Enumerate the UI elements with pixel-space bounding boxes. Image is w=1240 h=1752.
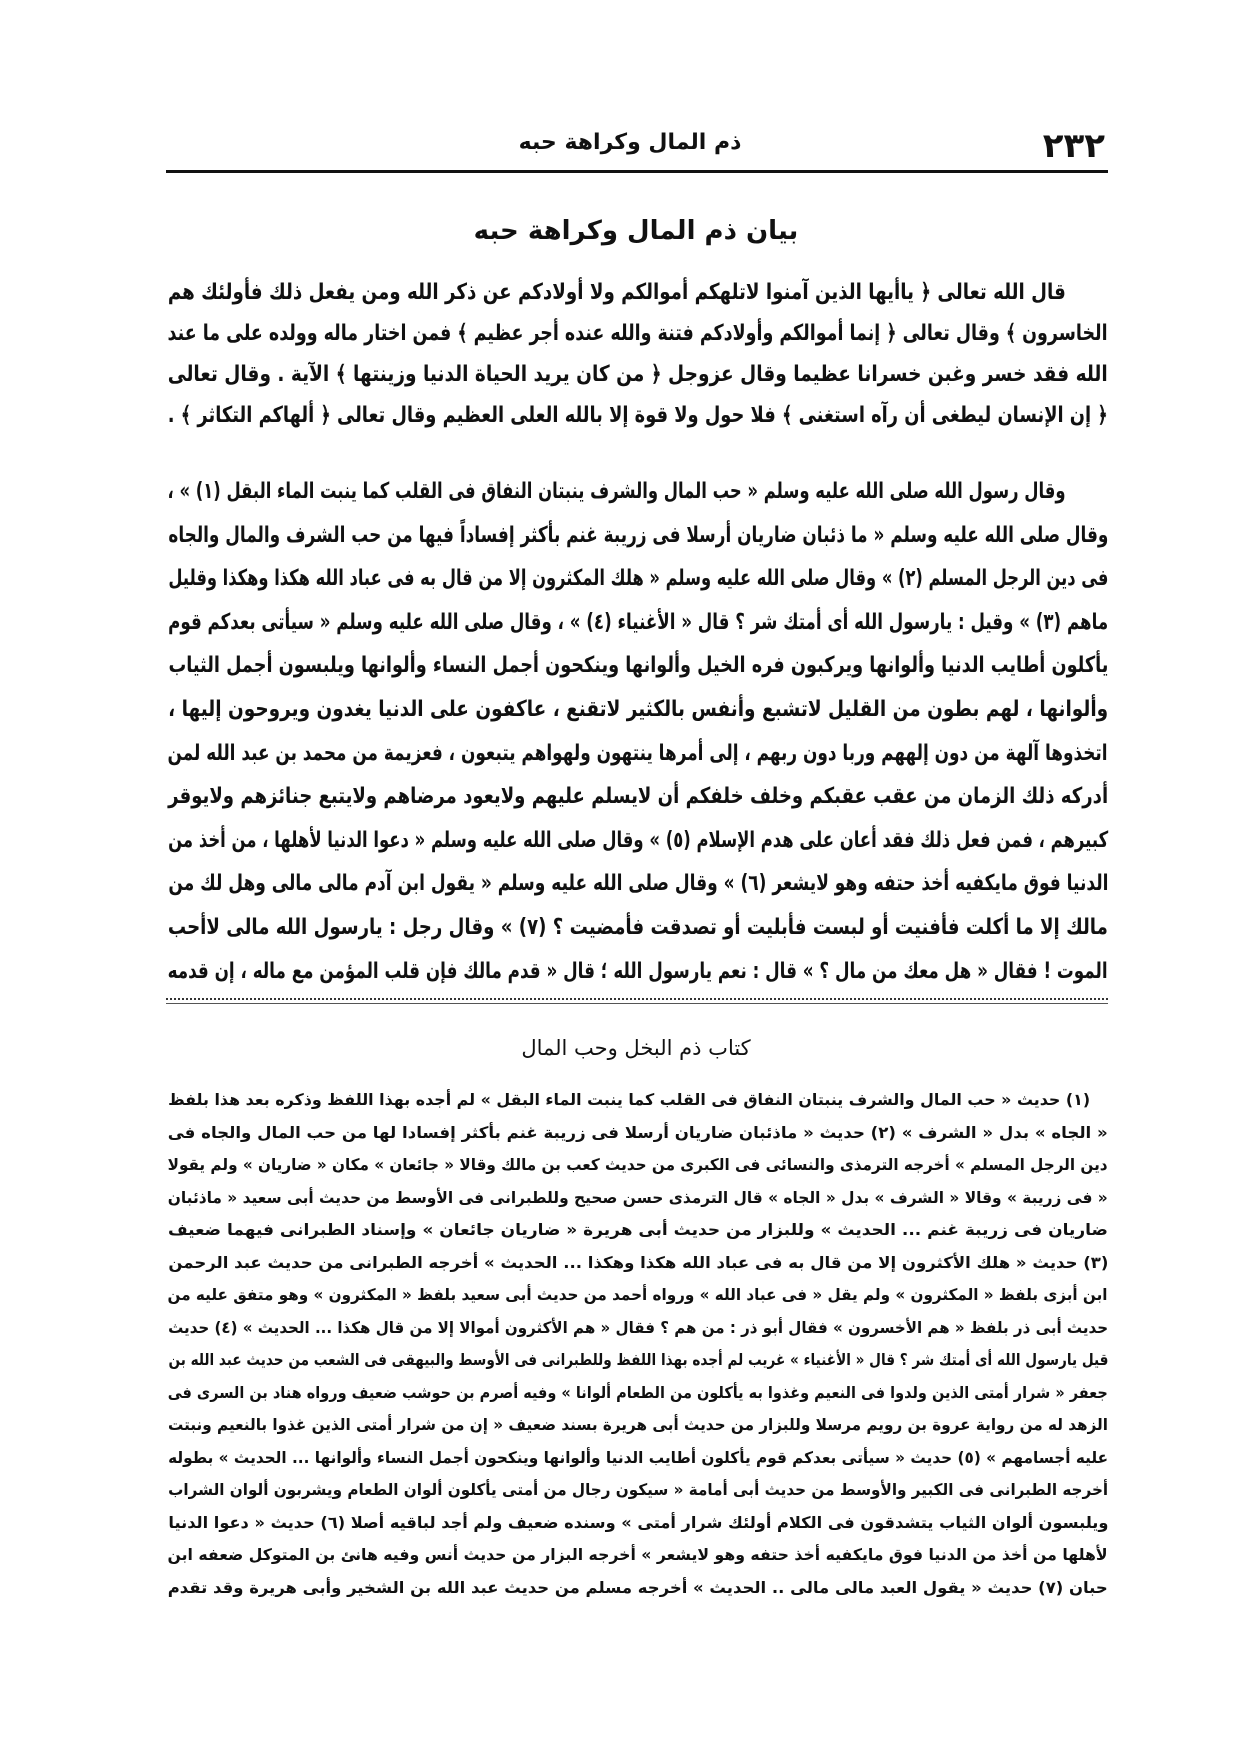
paragraph2-line-text: اتخذوها آلهة من دون إلههم وربا دون ربهم ، إلى أمرها ينتهون ولهواهم يتبعون ، فعزيمة من محمد بن عبد الله لمن	[168, 740, 1108, 766]
paragraph2-line-text: الدنيا فوق مايكفيه أخذ حتفه وهو لايشعر (٦) » وقال صلى الله عليه وسلم « يقول ابن آدم مالى مالى وهل لك من	[167, 871, 1108, 897]
footnote-line-text: أخرجه الطبرانى فى الكبير والأوسط من حديث أبى أمامة « سيكون رجال من أمتى يأكلون ألوان الطعام ويشربون ألوان الشراب	[168, 1480, 1108, 1499]
footnote-line-text: « الجاه » بدل « الشرف » (٢) حديث « ماذئبان ضاريان أرسلا فى زريبة غنم بأكثر إفسادا لها من حب المال والجاه فى	[168, 1122, 1108, 1142]
paragraph1-line-text: قال الله تعالى ﴿ ياأيها الذين آمنوا لاتلهكم أموالكم ولا أولادكم عن ذكر الله ومن يفعل ذلك فأولئك هم	[168, 280, 1066, 305]
footnote-line	[168, 1508, 1108, 1538]
footnote-line	[168, 1150, 1108, 1180]
footnote-line	[168, 1215, 1108, 1245]
footnote-line	[168, 1540, 1108, 1570]
footnote-line	[168, 1443, 1108, 1473]
paragraph2-line	[168, 864, 1108, 904]
footnote-line-text: حبان (٧) حديث « يقول العبد مالى مالى .. الحديث » أخرجه مسلم من حديث عبد الله بن الشخير وأبى هريرة وقد تقدم	[168, 1577, 1108, 1597]
footnote-line-text: حديث أبى ذر بلفظ « هم الأخسرون » فقال أبو ذر : من هم ؟ فقال « هم الأكثرون أموالا إلا من قال هكذا ... الحديث » (٤) حديث	[168, 1317, 1108, 1337]
paragraph2-line	[168, 952, 1108, 992]
paragraph2-line	[168, 559, 1108, 599]
footnote-line	[168, 1118, 1108, 1148]
paragraph2-line	[168, 472, 1066, 512]
footnote-line	[168, 1313, 1108, 1343]
paragraph2-line-text: وقال رسول الله صلى الله عليه وسلم « حب المال والشرف ينبتان النفاق فى القلب كما ينبت الماء البقل (١) » ،	[168, 479, 1067, 504]
page-number: ٢٣٢	[1042, 126, 1105, 166]
paragraph2-line-text: ماهم (٣) » وقيل : يارسول الله أى أمتك شر ؟ قال « الأغنياء (٤) » ، وقال صلى الله عليه وسلم « سيأتى بعدكم قوم	[168, 609, 1108, 635]
section-title: بيان ذم المال وكراهة حبه	[473, 216, 799, 246]
footnote-line	[168, 1183, 1108, 1213]
footnote-line	[168, 1378, 1108, 1408]
paragraph1-line-text: الخاسرون ﴾ وقال تعالى ﴿ إنما أموالكم وأولادكم فتنة والله عنده أجر عظيم ﴾ فمن اختار ماله وولده على ما عند	[167, 321, 1108, 346]
footnote-line	[168, 1085, 1090, 1115]
footnote-divider-line	[166, 1003, 1108, 1004]
footnote-line	[168, 1280, 1108, 1310]
paragraph2-line	[168, 603, 1108, 643]
footnote-line-text: جعفر « شرار أمتى الذين ولدوا فى النعيم وغذوا به يأكلون من الطعام ألوانا » وفيه أصرم بن حوشب ضعيف ورواه هناد بن السرى فى	[168, 1382, 1108, 1402]
paragraph2-line-text: وألوانها ، لهم بطون من القليل لاتشبع وأنفس بالكثير لاتقنع ، عاكفون على الدنيا يغدون ويروحون إليها ،	[168, 697, 1108, 722]
footnote-line	[168, 1248, 1108, 1278]
footnote-line	[168, 1475, 1108, 1505]
paragraph2-line	[168, 516, 1108, 556]
paragraph1-line	[168, 314, 1108, 354]
footnote-line-text: قيل يارسول الله أى أمتك شر ؟ قال « الأغنياء » غريب لم أجده بهذا اللفظ وللطبرانى فى الأوسط والبيهقى فى الشعب من حديث عبد الله بن	[168, 1350, 1108, 1369]
footnote-line-text: دين الرجل المسلم » أخرجه الترمذى والنسائى فى الكبرى من حديث كعب بن مالك وقالا « جائعان » مكان « ضاريان » ولم يقولا	[168, 1155, 1108, 1174]
paragraph2-line	[168, 908, 1108, 948]
paragraph1-line-text: ﴿ إن الإنسان ليطغى أن رآه استغنى ﴾ فلا حول ولا قوة إلا بالله العلى العظيم وقال تعالى ﴿ ألهاكم التكاثر ﴾ .	[168, 403, 1108, 428]
paragraph1-line	[168, 273, 1066, 313]
paragraph2-line	[168, 777, 1108, 817]
footnote-line-text: ويلبسون ألوان الثياب يتشدقون فى الكلام أولئك شرار أمتى » وسنده ضعيف ولم أجد لباقيه أصلا (٦) حديث « دعوا الدنيا	[167, 1512, 1109, 1532]
footnote-line-text: ضاريان فى زريبة غنم ... الحديث » وللبزار من حديث أبى هريرة « ضاريان جائعان » وإسناد الطبرانى فيهما ضعيف	[168, 1220, 1108, 1239]
paragraph2-line-text: وقال صلى الله عليه وسلم « ما ذئبان ضاريان أرسلا فى زريبة غنم بأكثر إفساداً فيها من حب الشرف والمال والجاه	[168, 522, 1108, 548]
paragraph2-line	[168, 821, 1108, 861]
footnote-line	[168, 1345, 1108, 1375]
footnote-line-text: عليه أجسامهم » (٥) حديث « سيأتى بعدكم قوم يأكلون أطايب الدنيا وألوانها وينكحون أجمل النساء وألوانها ... الحديث » بطوله	[168, 1447, 1108, 1467]
paragraph2-line	[168, 646, 1108, 686]
footnote-line	[168, 1573, 1108, 1603]
paragraph1-line-text: الله فقد خسر وغبن خسرانا عظيما وقال عزوجل ﴿ من كان يريد الحياة الدنيا وزينتها ﴾ الآية . وقال تعالى	[168, 362, 1108, 387]
footnotes-title: كتاب ذم البخل وحب المال	[521, 1036, 751, 1060]
paragraph2-line-text: كبيرهم ، فمن فعل ذلك فقد أعان على هدم الإسلام (٥) » وقال صلى الله عليه وسلم « دعوا الدنيا لأهلها ، من أخذ من	[168, 827, 1108, 853]
footnote-line	[168, 1410, 1108, 1440]
footnote-line-text: لأهلها من أخذ من الدنيا فوق مايكفيه أخذ حتفه وهو لايشعر » أخرجه البزار من حديث أنس وفيه هانئ بن المتوكل ضعفه ابن	[168, 1545, 1108, 1564]
footnote-line-text: (٣) حديث « هلك الأكثرون إلا من قال به فى عباد الله هكذا وهكذا ... الحديث » أخرجه الطبرانى من حديث عبد الرحمن	[168, 1252, 1108, 1272]
paragraph2-line-text: مالك إلا ما أكلت فأفنيت أو لبست فأبليت أو تصدقت فأمضيت ؟ (٧) » وقال رجل : يارسول الله مالى لاأحب	[168, 915, 1108, 940]
paragraph1-line	[168, 355, 1108, 395]
running-header-title: ذم المال وكراهة حبه	[518, 130, 742, 155]
paragraph2-line-text: الموت ! فقال « هل معك من مال ؟ » قال : نعم يارسول الله ؛ قال « قدم مالك فإن قلب المؤمن مع ماله ، إن قدمه	[168, 958, 1108, 984]
paragraph2-line-text: يأكلون أطايب الدنيا وألوانها ويركبون فره الخيل وألوانها وينكحون أجمل النساء وألوانها ويلبسون أجمل الثياب	[168, 653, 1108, 679]
footnote-divider	[166, 998, 1108, 1000]
paragraph2-line	[168, 690, 1108, 730]
footnote-line-text: ابن أبزى بلفظ « المكثرون » ولم يقل « فى عباد الله » ورواه أحمد من حديث أبى سعيد بلفظ « المكثرون » وهو متفق عليه من	[168, 1285, 1108, 1304]
paragraph2-line-text: فى دين الرجل المسلم (٢) » وقال صلى الله عليه وسلم « هلك المكثرون إلا من قال به فى عباد الله هكذا وهكذا وقليل	[168, 566, 1108, 592]
paragraph2-line	[168, 734, 1108, 774]
footnote-line-text: (١) حديث « حب المال والشرف ينبتان النفاق فى القلب كما ينبت الماء البقل » لم أجده بهذا اللفظ وذكره بعد هذا بلفظ	[168, 1090, 1090, 1109]
paragraph2-line-text: أدركه ذلك الزمان من عقب عقبكم وخلف خلفكم أن لايسلم عليهم ولايعود مرضاهم ولايتبع جنائزهم ولايوقر	[168, 784, 1108, 810]
footnote-line-text: « فى زريبة » وقالا « الشرف » بدل « الجاه » قال الترمذى حسن صحيح وللطبرانى فى الأوسط من حديث أبى سعيد « ماذئبان	[168, 1187, 1108, 1207]
footnote-line-text: الزهد له من رواية عروة بن رويم مرسلا وللبزار من حديث أبى هريرة بسند ضعيف « إن من شرار أمتى الذين غذوا بالنعيم ونبتت	[168, 1415, 1108, 1434]
header-rule	[166, 170, 1108, 173]
paragraph1-line	[168, 396, 1108, 436]
